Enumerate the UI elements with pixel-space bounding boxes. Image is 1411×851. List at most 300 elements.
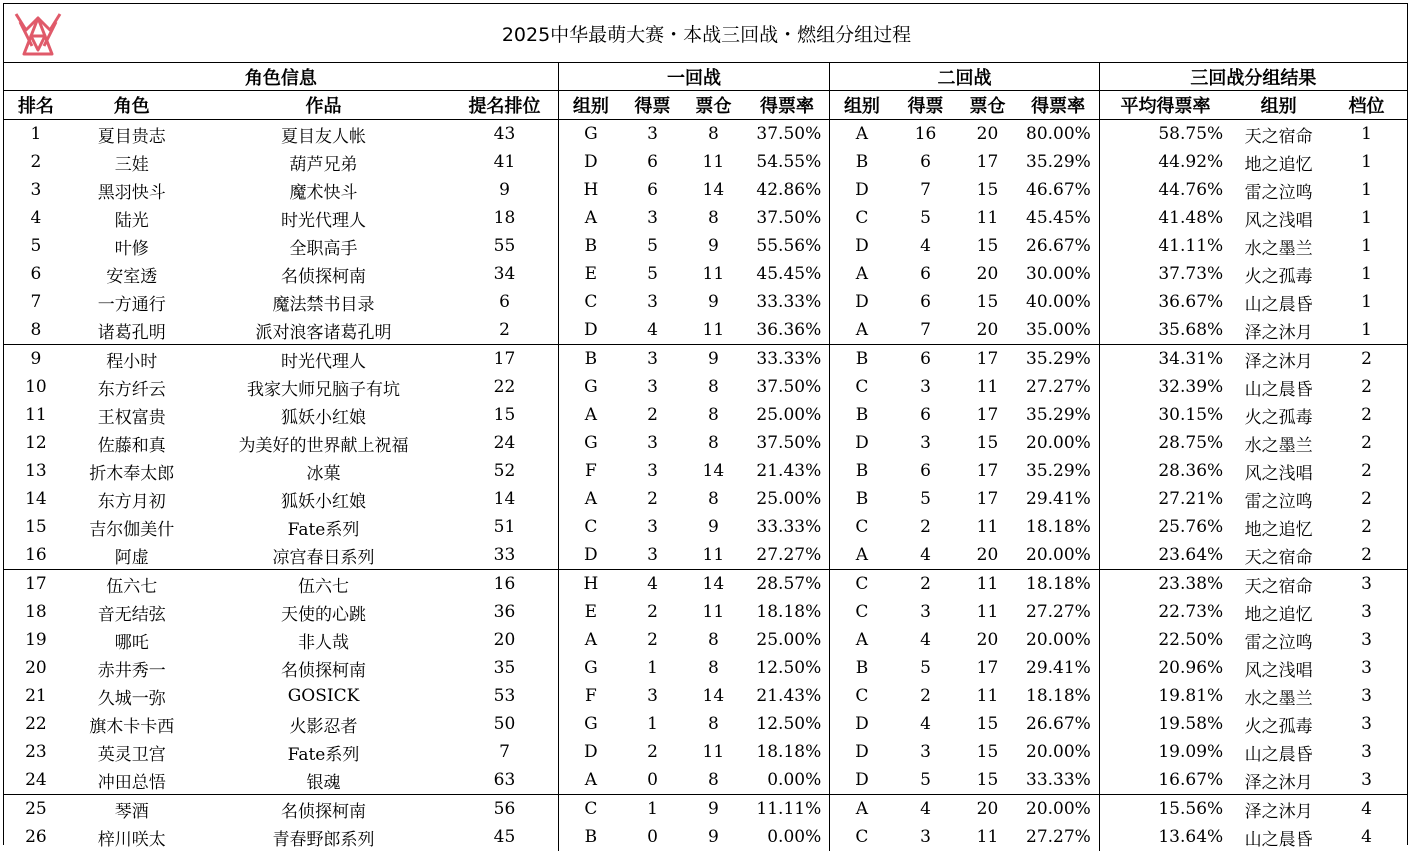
group-header-round1: 一回战 <box>558 63 830 91</box>
cell-nomination: 53 <box>451 682 558 710</box>
cell-r2-group: C <box>830 373 894 401</box>
cell-r2-rate: 35.00% <box>1017 316 1099 345</box>
cell-r3-group: 雷之泣鸣 <box>1231 176 1326 204</box>
cell-avg-rate: 22.50% <box>1099 626 1231 654</box>
cell-avg-rate: 28.75% <box>1099 429 1231 457</box>
cell-work: 天使的心跳 <box>196 598 452 626</box>
table-row <box>4 766 1407 795</box>
cell-r1-rate: 36.36% <box>745 316 830 345</box>
cell-nomination: 18 <box>451 204 558 232</box>
cell-work: 时光代理人 <box>196 204 452 232</box>
cell-r2-pool: 11 <box>958 682 1018 710</box>
cell-r3-group: 地之追忆 <box>1231 513 1326 541</box>
cell-nomination: 55 <box>451 232 558 260</box>
cell-r1-pool: 11 <box>682 148 745 176</box>
cell-r3-group: 水之墨兰 <box>1231 232 1326 260</box>
cell-nomination: 36 <box>451 598 558 626</box>
cell-r1-group: D <box>558 738 623 766</box>
cell-r3-group: 山之晨昏 <box>1231 738 1326 766</box>
table-row <box>4 626 1407 654</box>
cell-r1-rate: 33.33% <box>745 345 830 374</box>
cell-rank: 12 <box>4 429 68 457</box>
cell-rank: 18 <box>4 598 68 626</box>
cell-avg-rate: 19.09% <box>1099 738 1231 766</box>
cell-r2-votes: 7 <box>894 316 958 345</box>
cell-avg-rate: 44.76% <box>1099 176 1231 204</box>
cell-rank: 22 <box>4 710 68 738</box>
cell-character: 陆光 <box>68 204 196 232</box>
cell-r1-group: F <box>558 682 623 710</box>
cell-r2-rate: 26.67% <box>1017 232 1099 260</box>
cell-r2-votes: 4 <box>894 541 958 570</box>
table-row <box>4 598 1407 626</box>
cell-r2-rate: 20.00% <box>1017 429 1099 457</box>
cell-r1-pool: 11 <box>682 738 745 766</box>
cell-r2-rate: 27.27% <box>1017 823 1099 851</box>
cell-tier: 1 <box>1326 260 1407 288</box>
cell-work: Fate系列 <box>196 738 452 766</box>
group-header-round2: 二回战 <box>830 63 1100 91</box>
cell-r2-pool: 11 <box>958 373 1018 401</box>
cell-r1-rate: 21.43% <box>745 457 830 485</box>
cell-rank: 1 <box>4 120 68 149</box>
cell-tier: 2 <box>1326 541 1407 570</box>
cell-rank: 23 <box>4 738 68 766</box>
cell-r1-rate: 27.27% <box>745 541 830 570</box>
cell-nomination: 63 <box>451 766 558 795</box>
cell-r2-rate: 20.00% <box>1017 541 1099 570</box>
col-character: 角色 <box>68 91 196 120</box>
cell-tier: 3 <box>1326 738 1407 766</box>
cell-r1-pool: 8 <box>682 429 745 457</box>
cell-r1-group: G <box>558 373 623 401</box>
cell-r1-votes: 0 <box>623 766 682 795</box>
cell-r1-rate: 18.18% <box>745 738 830 766</box>
cell-character: 东方月初 <box>68 485 196 513</box>
cell-character: 吉尔伽美什 <box>68 513 196 541</box>
cell-character: 程小时 <box>68 345 196 374</box>
cell-r2-votes: 3 <box>894 738 958 766</box>
cell-r3-group: 水之墨兰 <box>1231 429 1326 457</box>
cell-nomination: 2 <box>451 316 558 345</box>
cell-r1-rate: 12.50% <box>745 710 830 738</box>
table-row <box>4 288 1407 316</box>
cell-character: 赤井秀一 <box>68 654 196 682</box>
cell-r2-pool: 17 <box>958 345 1018 374</box>
col-r2-rate: 得票率 <box>1017 91 1099 120</box>
cell-r1-group: H <box>558 176 623 204</box>
cell-r2-pool: 15 <box>958 738 1018 766</box>
cell-r2-group: D <box>830 232 894 260</box>
cell-tier: 2 <box>1326 513 1407 541</box>
cell-r1-pool: 11 <box>682 598 745 626</box>
cell-r1-rate: 18.18% <box>745 598 830 626</box>
cell-r2-pool: 20 <box>958 260 1018 288</box>
cell-r2-pool: 20 <box>958 541 1018 570</box>
cell-r2-votes: 3 <box>894 429 958 457</box>
table-row <box>4 457 1407 485</box>
cell-r2-rate: 20.00% <box>1017 795 1099 824</box>
col-r2-votes: 得票 <box>894 91 958 120</box>
cell-r1-group: A <box>558 204 623 232</box>
col-work: 作品 <box>196 91 452 120</box>
cell-r1-group: B <box>558 823 623 851</box>
cell-r3-group: 风之浅唱 <box>1231 654 1326 682</box>
cell-r1-group: H <box>558 570 623 599</box>
cell-r2-votes: 3 <box>894 373 958 401</box>
results-table <box>4 62 1407 851</box>
cell-r2-pool: 20 <box>958 795 1018 824</box>
cell-avg-rate: 23.38% <box>1099 570 1231 599</box>
cell-avg-rate: 35.68% <box>1099 316 1231 345</box>
cell-rank: 3 <box>4 176 68 204</box>
cell-r1-rate: 37.50% <box>745 204 830 232</box>
cell-rank: 15 <box>4 513 68 541</box>
cell-r2-group: D <box>830 766 894 795</box>
cell-avg-rate: 30.15% <box>1099 401 1231 429</box>
cell-r2-group: C <box>830 682 894 710</box>
cell-r1-group: C <box>558 513 623 541</box>
cell-r2-rate: 29.41% <box>1017 654 1099 682</box>
cell-character: 旗木卡卡西 <box>68 710 196 738</box>
cell-avg-rate: 36.67% <box>1099 288 1231 316</box>
cell-r2-group: A <box>830 541 894 570</box>
cell-r1-rate: 37.50% <box>745 120 830 149</box>
cell-work: 我家大师兄脑子有坑 <box>196 373 452 401</box>
cell-r1-pool: 11 <box>682 541 745 570</box>
cell-r2-rate: 27.27% <box>1017 598 1099 626</box>
cell-r2-group: A <box>830 260 894 288</box>
cell-r1-group: B <box>558 232 623 260</box>
cell-work: 狐妖小红娘 <box>196 401 452 429</box>
cell-r2-pool: 17 <box>958 148 1018 176</box>
cell-r1-votes: 5 <box>623 232 682 260</box>
cell-r1-pool: 8 <box>682 766 745 795</box>
cell-character: 东方纤云 <box>68 373 196 401</box>
cell-r2-pool: 15 <box>958 232 1018 260</box>
cell-tier: 3 <box>1326 626 1407 654</box>
table-row <box>4 316 1407 345</box>
cell-r2-pool: 15 <box>958 766 1018 795</box>
cell-work: 非人哉 <box>196 626 452 654</box>
cell-r1-group: A <box>558 626 623 654</box>
cell-character: 佐藤和真 <box>68 429 196 457</box>
table-row <box>4 345 1407 374</box>
cell-avg-rate: 25.76% <box>1099 513 1231 541</box>
cell-r1-rate: 37.50% <box>745 373 830 401</box>
cell-nomination: 43 <box>451 120 558 149</box>
table-row <box>4 148 1407 176</box>
cell-r2-group: A <box>830 120 894 149</box>
cell-character: 冲田总悟 <box>68 766 196 795</box>
cell-rank: 21 <box>4 682 68 710</box>
cell-r2-votes: 5 <box>894 204 958 232</box>
cell-r2-pool: 11 <box>958 823 1018 851</box>
cell-r2-pool: 15 <box>958 429 1018 457</box>
cell-rank: 25 <box>4 795 68 824</box>
cell-nomination: 35 <box>451 654 558 682</box>
cell-tier: 2 <box>1326 345 1407 374</box>
cell-r3-group: 泽之沐月 <box>1231 795 1326 824</box>
cell-character: 英灵卫宫 <box>68 738 196 766</box>
cell-r2-votes: 5 <box>894 766 958 795</box>
cell-r2-group: B <box>830 654 894 682</box>
cell-r2-votes: 6 <box>894 457 958 485</box>
cell-avg-rate: 22.73% <box>1099 598 1231 626</box>
cell-rank: 8 <box>4 316 68 345</box>
table-row <box>4 823 1407 851</box>
cell-work: Fate系列 <box>196 513 452 541</box>
cell-nomination: 52 <box>451 457 558 485</box>
cell-r2-rate: 45.45% <box>1017 204 1099 232</box>
cell-rank: 19 <box>4 626 68 654</box>
cell-nomination: 41 <box>451 148 558 176</box>
cell-r2-votes: 6 <box>894 260 958 288</box>
cell-r1-votes: 1 <box>623 654 682 682</box>
cell-r2-pool: 17 <box>958 485 1018 513</box>
cell-work: 狐妖小红娘 <box>196 485 452 513</box>
cell-r1-rate: 37.50% <box>745 429 830 457</box>
cell-r1-rate: 42.86% <box>745 176 830 204</box>
table-row <box>4 204 1407 232</box>
cell-r2-rate: 40.00% <box>1017 288 1099 316</box>
cell-tier: 2 <box>1326 457 1407 485</box>
cell-nomination: 34 <box>451 260 558 288</box>
cell-r3-group: 地之追忆 <box>1231 598 1326 626</box>
cell-r1-group: D <box>558 148 623 176</box>
cell-r3-group: 天之宿命 <box>1231 570 1326 599</box>
cell-r2-rate: 35.29% <box>1017 345 1099 374</box>
cell-character: 琴酒 <box>68 795 196 824</box>
cell-rank: 9 <box>4 345 68 374</box>
table-row <box>4 570 1407 599</box>
cell-r1-votes: 6 <box>623 176 682 204</box>
cell-r2-pool: 20 <box>958 120 1018 149</box>
col-r2-group: 组别 <box>830 91 894 120</box>
cell-work: 葫芦兄弟 <box>196 148 452 176</box>
page-title: 2025中华最萌大赛・本战三回战・燃组分组过程 <box>4 8 1409 62</box>
col-r2-pool: 票仓 <box>958 91 1018 120</box>
cell-character: 阿虚 <box>68 541 196 570</box>
cell-r3-group: 泽之沐月 <box>1231 766 1326 795</box>
cell-work: 伍六七 <box>196 570 452 599</box>
cell-r1-rate: 25.00% <box>745 626 830 654</box>
cell-work: 名侦探柯南 <box>196 795 452 824</box>
cell-rank: 5 <box>4 232 68 260</box>
cell-tier: 1 <box>1326 120 1407 149</box>
cell-tier: 3 <box>1326 570 1407 599</box>
cell-avg-rate: 41.11% <box>1099 232 1231 260</box>
cell-r1-rate: 33.33% <box>745 513 830 541</box>
table-row <box>4 120 1407 149</box>
cell-r2-pool: 20 <box>958 626 1018 654</box>
cell-r2-group: C <box>830 598 894 626</box>
cell-r3-group: 山之晨昏 <box>1231 823 1326 851</box>
cell-r2-pool: 15 <box>958 176 1018 204</box>
cell-rank: 17 <box>4 570 68 599</box>
cell-character: 诸葛孔明 <box>68 316 196 345</box>
cell-r1-pool: 14 <box>682 682 745 710</box>
cell-r1-pool: 11 <box>682 260 745 288</box>
cell-r2-rate: 29.41% <box>1017 485 1099 513</box>
cell-work: 夏目友人帐 <box>196 120 452 149</box>
table-row <box>4 176 1407 204</box>
cell-r1-votes: 5 <box>623 260 682 288</box>
cell-r2-pool: 11 <box>958 204 1018 232</box>
cell-r2-votes: 4 <box>894 232 958 260</box>
cell-r3-group: 天之宿命 <box>1231 541 1326 570</box>
cell-tier: 2 <box>1326 373 1407 401</box>
cell-r3-group: 火之孤毒 <box>1231 401 1326 429</box>
cell-r2-group: D <box>830 429 894 457</box>
cell-r1-votes: 1 <box>623 710 682 738</box>
table-row <box>4 232 1407 260</box>
cell-r2-rate: 18.18% <box>1017 513 1099 541</box>
cell-r2-group: B <box>830 457 894 485</box>
cell-r1-pool: 8 <box>682 401 745 429</box>
cell-r2-pool: 11 <box>958 513 1018 541</box>
col-rank: 排名 <box>4 91 68 120</box>
table-row <box>4 485 1407 513</box>
table-row <box>4 795 1407 824</box>
cell-r3-group: 地之追忆 <box>1231 148 1326 176</box>
cell-r2-group: B <box>830 148 894 176</box>
cell-avg-rate: 23.64% <box>1099 541 1231 570</box>
cell-avg-rate: 28.36% <box>1099 457 1231 485</box>
cell-character: 王权富贵 <box>68 401 196 429</box>
cell-r2-group: B <box>830 345 894 374</box>
cell-r2-pool: 17 <box>958 654 1018 682</box>
cell-avg-rate: 15.56% <box>1099 795 1231 824</box>
cell-nomination: 33 <box>451 541 558 570</box>
cell-tier: 2 <box>1326 485 1407 513</box>
table-row <box>4 654 1407 682</box>
cell-r1-pool: 9 <box>682 513 745 541</box>
cell-nomination: 24 <box>451 429 558 457</box>
cell-r2-pool: 15 <box>958 710 1018 738</box>
cell-r1-votes: 3 <box>623 345 682 374</box>
cell-r1-rate: 25.00% <box>745 485 830 513</box>
cell-r1-pool: 9 <box>682 232 745 260</box>
cell-r1-pool: 8 <box>682 373 745 401</box>
cell-r2-pool: 17 <box>958 401 1018 429</box>
cell-r1-pool: 14 <box>682 570 745 599</box>
cell-work: 时光代理人 <box>196 345 452 374</box>
cell-rank: 10 <box>4 373 68 401</box>
cell-r1-pool: 8 <box>682 710 745 738</box>
cell-work: 凉宫春日系列 <box>196 541 452 570</box>
cell-r1-pool: 8 <box>682 626 745 654</box>
cell-r1-rate: 12.50% <box>745 654 830 682</box>
cell-r1-votes: 2 <box>623 485 682 513</box>
cell-work: 青春野郎系列 <box>196 823 452 851</box>
cell-character: 久城一弥 <box>68 682 196 710</box>
cell-r1-votes: 3 <box>623 204 682 232</box>
cell-rank: 24 <box>4 766 68 795</box>
cell-r2-votes: 5 <box>894 654 958 682</box>
cell-r2-rate: 30.00% <box>1017 260 1099 288</box>
cell-tier: 3 <box>1326 654 1407 682</box>
cell-r2-group: D <box>830 710 894 738</box>
table-row <box>4 401 1407 429</box>
cell-r2-rate: 20.00% <box>1017 738 1099 766</box>
cell-r1-rate: 33.33% <box>745 288 830 316</box>
cell-r1-votes: 4 <box>623 570 682 599</box>
cell-nomination: 56 <box>451 795 558 824</box>
cell-tier: 3 <box>1326 710 1407 738</box>
table-row <box>4 710 1407 738</box>
cell-avg-rate: 41.48% <box>1099 204 1231 232</box>
cell-rank: 6 <box>4 260 68 288</box>
cell-r2-pool: 20 <box>958 316 1018 345</box>
cell-tier: 2 <box>1326 429 1407 457</box>
cell-r2-group: C <box>830 570 894 599</box>
cell-character: 安室透 <box>68 260 196 288</box>
cell-work: 魔法禁书目录 <box>196 288 452 316</box>
cell-r3-group: 水之墨兰 <box>1231 682 1326 710</box>
cell-r2-group: B <box>830 485 894 513</box>
cell-r2-votes: 2 <box>894 570 958 599</box>
cell-r2-group: C <box>830 204 894 232</box>
cell-tier: 1 <box>1326 176 1407 204</box>
cell-r1-votes: 2 <box>623 401 682 429</box>
cell-r1-group: C <box>558 288 623 316</box>
cell-r1-pool: 8 <box>682 120 745 149</box>
cell-r1-pool: 9 <box>682 345 745 374</box>
cell-r1-votes: 3 <box>623 120 682 149</box>
cell-nomination: 7 <box>451 738 558 766</box>
cell-rank: 7 <box>4 288 68 316</box>
cell-tier: 4 <box>1326 795 1407 824</box>
cell-r1-votes: 3 <box>623 541 682 570</box>
cell-nomination: 20 <box>451 626 558 654</box>
cell-r1-votes: 1 <box>623 795 682 824</box>
cell-r3-group: 泽之沐月 <box>1231 316 1326 345</box>
cell-r1-rate: 21.43% <box>745 682 830 710</box>
cell-r1-group: E <box>558 598 623 626</box>
col-tier: 档位 <box>1326 91 1407 120</box>
cell-avg-rate: 20.96% <box>1099 654 1231 682</box>
cell-nomination: 14 <box>451 485 558 513</box>
cell-r2-rate: 18.18% <box>1017 682 1099 710</box>
cell-avg-rate: 19.58% <box>1099 710 1231 738</box>
cell-rank: 2 <box>4 148 68 176</box>
cell-r1-votes: 6 <box>623 148 682 176</box>
cell-r2-rate: 33.33% <box>1017 766 1099 795</box>
cell-tier: 1 <box>1326 288 1407 316</box>
cell-nomination: 16 <box>451 570 558 599</box>
cell-r1-group: A <box>558 485 623 513</box>
cell-nomination: 51 <box>451 513 558 541</box>
cell-r3-group: 山之晨昏 <box>1231 288 1326 316</box>
cell-r2-votes: 4 <box>894 626 958 654</box>
cell-r2-votes: 6 <box>894 148 958 176</box>
cell-r1-group: A <box>558 401 623 429</box>
cell-r2-pool: 17 <box>958 457 1018 485</box>
cell-tier: 1 <box>1326 316 1407 345</box>
cell-r1-votes: 3 <box>623 457 682 485</box>
col-nomination: 提名排位 <box>451 91 558 120</box>
cell-tier: 3 <box>1326 682 1407 710</box>
cell-avg-rate: 44.92% <box>1099 148 1231 176</box>
cell-r1-rate: 0.00% <box>745 766 830 795</box>
table-row <box>4 738 1407 766</box>
cell-r1-rate: 11.11% <box>745 795 830 824</box>
cell-r1-votes: 2 <box>623 626 682 654</box>
cell-nomination: 9 <box>451 176 558 204</box>
cell-r1-rate: 0.00% <box>745 823 830 851</box>
cell-tier: 1 <box>1326 148 1407 176</box>
